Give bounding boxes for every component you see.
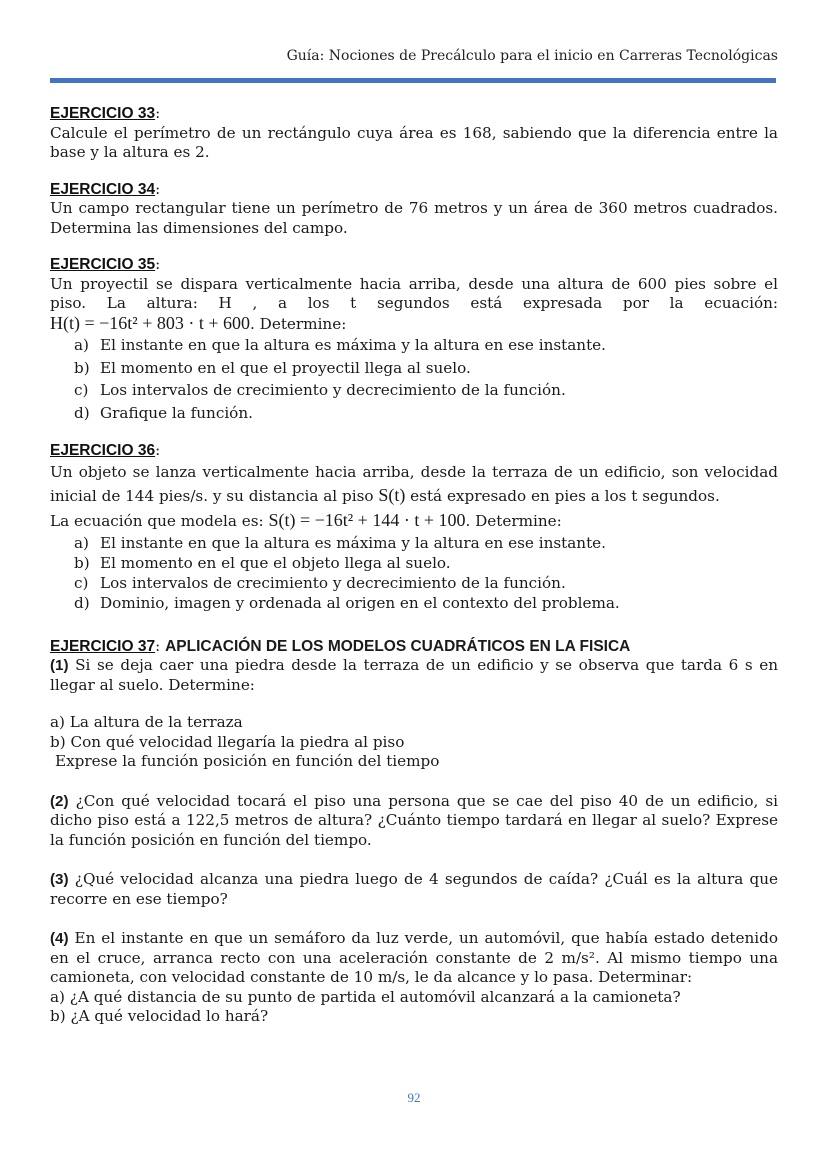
problem-number: (3) [50,871,69,888]
exercise-heading: EJERCICIO 35 [50,256,156,273]
list-item: c) Los intervalos de crecimiento y decrecimiento de la función. [74,381,566,399]
problem-number: (4) [50,930,69,947]
exercise-heading: EJERCICIO 34 [50,180,156,198]
equation: S(t) = −16t² + 144 · t + 100 [268,509,466,530]
equation-suffix: . Determine: [250,314,347,333]
list-item: a) El instante en que la altura es máxima y la altura en ese instante. [74,533,607,552]
page-content [50,104,778,1044]
exercise-text-cont: está expresado en pies a los t segundos. [410,486,720,505]
exercise-37: EJERCICIO 37: APLICACIÓN DE LOS MODELOS CUADRÁTICOS EN LA FISICA (1) Si se deja caer una piedra desde la terraza de un edificio y se observa que tarda 6 s en llegar al suelo. Determine: a) La altura de la terraza b) Con qué velocidad llegaría la piedra al piso Exprese la función posición en función del tiempo (2) ¿Con qué velocidad tocará el piso una persona que se cae del piso 40 de un edificio, si dicho piso está a 122,5 metros de altura? ¿Cuánto tiempo tardará en llegar al suelo? Exprese la función posición en función del tiempo. (3) ¿Qué velocidad alcanza una piedra luego de 4 segundos de caída? ¿Cuál es la altura que recorre en ese tiempo? (4) En el instante en que un semáforo da luz verde, un automóvil, que había estado detenido en el cruce, arranca recto con una aceleración constante de 2 m/s². Al mismo tiempo una camioneta, con velocidad constante de 10 m/s, le da alcance y lo pasa. Determinar: a) ¿A qué distancia de su punto de partida el automóvil alcanzará a la camioneta? b) ¿A qué velocidad lo hará? [50,636,779,1025]
exercise-35: EJERCICIO 35: Un proyectil se dispara verticalmente hacia arriba, desde una altura de 600 pies sobre el piso. La altura: H , a los t segundos está expresada por la ecuación: H(t) = −16t² + 803 · t + 600. Determine: a) El instante en que la altura es máxima y la altura en ese instante. b) El momento en el que el proyectil llega al suelo. c) Los intervalos de crecimiento y decrecimiento de la función. d) Grafique la función. [50,255,778,424]
list-item: d) Grafique la función. [74,403,253,422]
exercise-text-eq-intro: La ecuación que modela es: [50,511,264,530]
exercise-text: Un campo rectangular tiene un perímetro de 76 metros y un área de 360 metros cuadrados. Determina las dimensiones del campo. [50,199,778,237]
exercise-text: Un objeto se lanza verticalmente hacia arriba, desde la terraza de un edificio, son velocidad inicial de 144 pies/s. y su distancia al piso [50,462,778,505]
problem-text: ¿Con qué velocidad tocará el piso una persona que se cae del piso 40 de un edificio, si dicho piso está a 122,5 metros de altura? ¿Cuánto tiempo tardará en llegar al suelo? Exprese la función posición en función del tiempo. [50,791,779,849]
exercise-33: EJERCICIO 33: Calcule el perímetro de un rectángulo cuya área es 168, sabiendo que la diferencia entre la base y la altura es 2. [50,104,778,161]
item-list [50,334,778,424]
problem-text: ¿Qué velocidad alcanza una piedra luego de 4 segundos de caída? ¿Cuál es la altura que recorre en ese tiempo? [50,870,778,908]
problem-number: (2) [50,792,69,810]
s-symbol: S(t) [378,484,406,505]
problem-text: Si se deja caer una piedra desde la terraza de un edificio y se observa que tarda 6 s en llegar al suelo. Determine: [50,656,778,694]
problem-item: a) ¿A qué distancia de su punto de partida el automóvil alcanzará a la camioneta? [50,987,681,1006]
item-list [50,533,778,613]
problem-item: b) Con qué velocidad llegaría la piedra al piso [50,732,405,751]
exercise-34: EJERCICIO 34: Un campo rectangular tiene un perímetro de 76 metros y un área de 360 metros cuadrados. Determina las dimensiones del campo. [50,179,778,237]
problem-number: (1) [50,657,69,674]
problem-item: a) La altura de la terraza [50,713,243,731]
exercise-36: EJERCICIO 36: Un objeto se lanza verticalmente hacia arriba, desde la terraza de un edificio, son velocidad inicial de 144 pies/s. y su distancia al piso S(t) está expresado en pies a los t segundos. La ecuación que modela es: S(t) = −16t² + 144 · t + 100. Determine: a) El instante en que la altura es máxima y la altura en ese instante. b) El momento en el que el objeto llega al suelo. c) Los intervalos de crecimiento y decrecimiento de la función. d) Dominio, imagen y ordenada al origen en el contexto del problema. [50,441,778,612]
problem-item: b) ¿A qué velocidad lo hará? [50,1007,269,1025]
problem-item: Exprese la función posición en función del tiempo [55,752,440,770]
problem-text: En el instante en que un semáforo da luz verde, un automóvil, que había estado detenido en el cruce, arranca recto con una aceleración constante de 2 m/s². Al mismo tiempo una camioneta, con velocidad constante de 10 m/s, le da alcance y lo pasa. Determinar: [50,929,778,986]
list-item: b) El momento en el que el proyectil llega al suelo. [74,358,471,377]
equation: H(t) = −16t² + 803 · t + 600 [50,312,250,333]
list-item: b) El momento en el que el objeto llega al suelo. [74,553,451,572]
exercise-heading: EJERCICIO 36 [50,442,156,459]
page-header-title: Guía: Nociones de Precálculo para el inicio en Carreras Tecnológicas [286,48,778,64]
exercise-text: Calcule el perímetro de un rectángulo cuya área es 168, sabiendo que la diferencia entre la base y la altura es 2. [50,123,778,161]
list-item: c) Los intervalos de crecimiento y decrecimiento de la función. [74,573,566,592]
list-item: a) El instante en que la altura es máxima y la altura en ese instante. [74,336,607,354]
exercise-text: Un proyectil se dispara verticalmente hacia arriba, desde una altura de 600 pies sobre el piso. La altura: H , a los t segundos está expresada por la ecuación: [50,274,778,312]
equation-suffix: . Determine: [465,511,562,530]
list-item: d) Dominio, imagen y ordenada al origen en el contexto del problema. [74,593,620,612]
page-number: 92 [407,1090,421,1105]
exercise-heading: EJERCICIO 37 [50,637,156,655]
exercise-heading: EJERCICIO 33 [50,105,156,122]
exercise-subtitle: APLICACIÓN DE LOS MODELOS CUADRÁTICOS EN LA FISICA [165,637,631,655]
header-rule [50,78,776,83]
